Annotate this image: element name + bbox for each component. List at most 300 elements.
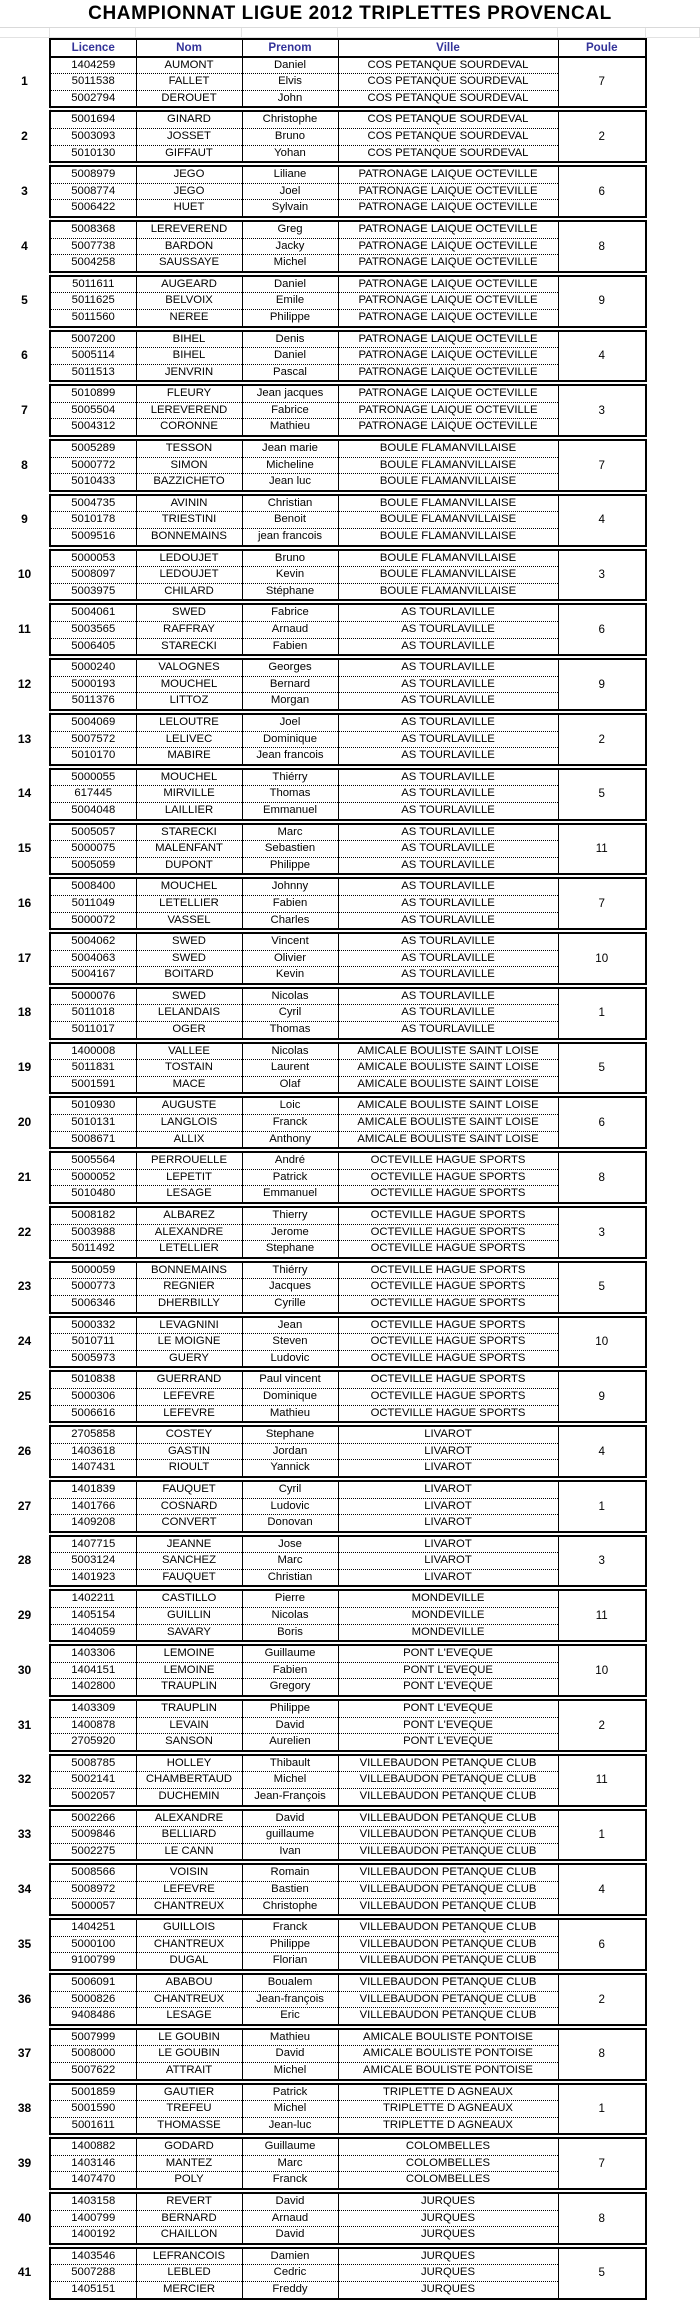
cell-ville[interactable]: COLOMBELLES	[338, 2138, 558, 2155]
cell-ville[interactable]: BOULE FLAMANVILLAISE	[338, 474, 558, 491]
cell-nom[interactable]: BONNEMAINS	[136, 529, 242, 546]
cell-licence[interactable]: 5008972	[50, 1881, 136, 1898]
cell-prenom[interactable]: Eric	[242, 2008, 338, 2025]
cell-ville[interactable]: AMICALE BOULISTE SAINT LOISE	[338, 1097, 558, 1114]
cell-nom[interactable]: AUGEARD	[136, 276, 242, 293]
cell-ville[interactable]: COS PETANQUE SOURDEVAL	[338, 90, 558, 107]
cell-ville[interactable]: TRIPLETTE D AGNEAUX	[338, 2084, 558, 2101]
cell-prenom[interactable]: Jordan	[242, 1443, 338, 1460]
cell-prenom[interactable]: Michel	[242, 1772, 338, 1789]
cell-ville[interactable]: AS TOURLAVILLE	[338, 1005, 558, 1022]
cell-prenom[interactable]: Paul vincent	[242, 1371, 338, 1388]
cell-nom[interactable]: VOISIN	[136, 1864, 242, 1881]
cell-ville[interactable]: PATRONAGE LAIQUE OCTEVILLE	[338, 200, 558, 217]
cell-ville[interactable]: VILLEBAUDON PETANQUE CLUB	[338, 2008, 558, 2025]
cell-ville[interactable]: VILLEBAUDON PETANQUE CLUB	[338, 1843, 558, 1860]
cell-licence[interactable]: 5010433	[50, 474, 136, 491]
cell-prenom[interactable]: André	[242, 1152, 338, 1169]
cell-licence[interactable]: 5010838	[50, 1371, 136, 1388]
cell-ville[interactable]: PONT L'EVEQUE	[338, 1645, 558, 1662]
cell-licence[interactable]: 9100799	[50, 1953, 136, 1970]
cell-nom[interactable]: BELLIARD	[136, 1827, 242, 1844]
cell-poule[interactable]: 4	[558, 331, 646, 382]
cell-nom[interactable]: GAUTIER	[136, 2084, 242, 2101]
cell-nom[interactable]: ALLIX	[136, 1131, 242, 1148]
cell-nom[interactable]: BAZZICHETO	[136, 474, 242, 491]
cell-nom[interactable]: LELIVEC	[136, 731, 242, 748]
cell-prenom[interactable]: Jean-François	[242, 1789, 338, 1806]
cell-nom[interactable]: SAUSSAYE	[136, 255, 242, 272]
cell-licence[interactable]: 2705858	[50, 1426, 136, 1443]
cell-nom[interactable]: LE GOUBIN	[136, 2029, 242, 2046]
cell-licence[interactable]: 1400882	[50, 2138, 136, 2155]
cell-ville[interactable]: AS TOURLAVILLE	[338, 604, 558, 621]
cell-licence[interactable]: 5006346	[50, 1295, 136, 1312]
cell-nom[interactable]: JENVRIN	[136, 364, 242, 381]
cell-nom[interactable]: BONNEMAINS	[136, 1262, 242, 1279]
cell-licence[interactable]: 2705920	[50, 1734, 136, 1751]
cell-nom[interactable]: FLEURY	[136, 385, 242, 402]
cell-licence[interactable]: 5010130	[50, 145, 136, 162]
cell-poule[interactable]: 6	[558, 604, 646, 655]
cell-prenom[interactable]: Guillaume	[242, 1645, 338, 1662]
cell-prenom[interactable]: Greg	[242, 221, 338, 238]
cell-nom[interactable]: DHERBILLY	[136, 1295, 242, 1312]
cell-licence[interactable]: 1400799	[50, 2210, 136, 2227]
cell-nom[interactable]: POLY	[136, 2172, 242, 2189]
cell-ville[interactable]: PATRONAGE LAIQUE OCTEVILLE	[338, 293, 558, 310]
cell-licence[interactable]: 5004312	[50, 419, 136, 436]
cell-licence[interactable]: 5000072	[50, 912, 136, 929]
cell-licence[interactable]: 1402211	[50, 1590, 136, 1607]
cell-ville[interactable]: LIVAROT	[338, 1460, 558, 1477]
cell-licence[interactable]: 5011049	[50, 895, 136, 912]
cell-licence[interactable]: 5004063	[50, 950, 136, 967]
cell-nom[interactable]: VASSEL	[136, 912, 242, 929]
cell-licence[interactable]: 5008097	[50, 567, 136, 584]
cell-prenom[interactable]: Nicolas	[242, 1043, 338, 1060]
cell-ville[interactable]: OCTEVILLE HAGUE SPORTS	[338, 1350, 558, 1367]
cell-ville[interactable]: JURQUES	[338, 2265, 558, 2282]
cell-ville[interactable]: PATRONAGE LAIQUE OCTEVILLE	[338, 419, 558, 436]
cell-prenom[interactable]: Bernard	[242, 676, 338, 693]
cell-ville[interactable]: JURQUES	[338, 2227, 558, 2244]
cell-prenom[interactable]: Nicolas	[242, 1608, 338, 1625]
cell-prenom[interactable]: Liliane	[242, 166, 338, 183]
cell-prenom[interactable]: Boualem	[242, 1974, 338, 1991]
cell-prenom[interactable]: Emmanuel	[242, 802, 338, 819]
cell-prenom[interactable]: Marc	[242, 2155, 338, 2172]
cell-prenom[interactable]: Thomas	[242, 1022, 338, 1039]
cell-ville[interactable]: AS TOURLAVILLE	[338, 638, 558, 655]
cell-prenom[interactable]: guillaume	[242, 1827, 338, 1844]
cell-prenom[interactable]: Emmanuel	[242, 1186, 338, 1203]
cell-nom[interactable]: FAUQUET	[136, 1569, 242, 1586]
cell-licence[interactable]: 5000100	[50, 1936, 136, 1953]
cell-nom[interactable]: BIHEL	[136, 331, 242, 348]
cell-ville[interactable]: AS TOURLAVILLE	[338, 748, 558, 765]
cell-ville[interactable]: OCTEVILLE HAGUE SPORTS	[338, 1388, 558, 1405]
cell-nom[interactable]: SWED	[136, 988, 242, 1005]
cell-licence[interactable]: 5005114	[50, 348, 136, 365]
cell-nom[interactable]: SIMON	[136, 457, 242, 474]
cell-poule[interactable]: 2	[558, 1700, 646, 1751]
cell-prenom[interactable]: Laurent	[242, 1060, 338, 1077]
cell-prenom[interactable]: Romain	[242, 1864, 338, 1881]
cell-prenom[interactable]: Bastien	[242, 1881, 338, 1898]
cell-nom[interactable]: AUMONT	[136, 57, 242, 74]
cell-poule[interactable]: 4	[558, 1426, 646, 1477]
cell-prenom[interactable]: Vincent	[242, 933, 338, 950]
cell-licence[interactable]: 5004061	[50, 604, 136, 621]
cell-prenom[interactable]: Franck	[242, 1115, 338, 1132]
cell-ville[interactable]: MONDEVILLE	[338, 1624, 558, 1641]
cell-ville[interactable]: LIVAROT	[338, 1569, 558, 1586]
cell-licence[interactable]: 1405154	[50, 1608, 136, 1625]
cell-prenom[interactable]: Christophe	[242, 111, 338, 128]
cell-licence[interactable]: 5006616	[50, 1405, 136, 1422]
cell-prenom[interactable]: Mathieu	[242, 2029, 338, 2046]
cell-ville[interactable]: PATRONAGE LAIQUE OCTEVILLE	[338, 348, 558, 365]
cell-prenom[interactable]: Jacky	[242, 238, 338, 255]
cell-poule[interactable]: 9	[558, 1371, 646, 1422]
cell-ville[interactable]: COS PETANQUE SOURDEVAL	[338, 74, 558, 91]
cell-licence[interactable]: 1403146	[50, 2155, 136, 2172]
cell-prenom[interactable]: Christian	[242, 495, 338, 512]
cell-nom[interactable]: CORONNE	[136, 419, 242, 436]
cell-licence[interactable]: 5000306	[50, 1388, 136, 1405]
cell-licence[interactable]: 1401923	[50, 1569, 136, 1586]
cell-nom[interactable]: DUPONT	[136, 857, 242, 874]
cell-poule[interactable]: 1	[558, 1810, 646, 1861]
cell-licence[interactable]: 5006422	[50, 200, 136, 217]
cell-licence[interactable]: 5000052	[50, 1169, 136, 1186]
cell-nom[interactable]: LEVAIN	[136, 1717, 242, 1734]
cell-ville[interactable]: OCTEVILLE HAGUE SPORTS	[338, 1295, 558, 1312]
cell-licence[interactable]: 1403309	[50, 1700, 136, 1717]
cell-licence[interactable]: 5010899	[50, 385, 136, 402]
cell-licence[interactable]: 1404259	[50, 57, 136, 74]
cell-prenom[interactable]: Arnaud	[242, 2210, 338, 2227]
cell-prenom[interactable]: Stéphane	[242, 583, 338, 600]
cell-poule[interactable]: 3	[558, 1207, 646, 1258]
cell-nom[interactable]: LEREVEREND	[136, 221, 242, 238]
cell-licence[interactable]: 5005973	[50, 1350, 136, 1367]
cell-prenom[interactable]: Charles	[242, 912, 338, 929]
cell-nom[interactable]: MACE	[136, 1076, 242, 1093]
cell-nom[interactable]: STARECKI	[136, 824, 242, 841]
cell-ville[interactable]: COS PETANQUE SOURDEVAL	[338, 128, 558, 145]
cell-licence[interactable]: 5010131	[50, 1115, 136, 1132]
cell-ville[interactable]: BOULE FLAMANVILLAISE	[338, 440, 558, 457]
cell-ville[interactable]: AS TOURLAVILLE	[338, 878, 558, 895]
cell-licence[interactable]: 5008566	[50, 1864, 136, 1881]
cell-nom[interactable]: TOSTAIN	[136, 1060, 242, 1077]
cell-ville[interactable]: VILLEBAUDON PETANQUE CLUB	[338, 1827, 558, 1844]
cell-nom[interactable]: LEPETIT	[136, 1169, 242, 1186]
cell-licence[interactable]: 5004735	[50, 495, 136, 512]
cell-prenom[interactable]: jean francois	[242, 529, 338, 546]
cell-nom[interactable]: CHAILLON	[136, 2227, 242, 2244]
cell-prenom[interactable]: Denis	[242, 331, 338, 348]
cell-prenom[interactable]: Daniel	[242, 348, 338, 365]
cell-licence[interactable]: 1403158	[50, 2193, 136, 2210]
cell-licence[interactable]: 1405151	[50, 2282, 136, 2299]
cell-licence[interactable]: 5008785	[50, 1755, 136, 1772]
cell-nom[interactable]: LEREVEREND	[136, 402, 242, 419]
cell-licence[interactable]: 5008979	[50, 166, 136, 183]
cell-licence[interactable]: 5000076	[50, 988, 136, 1005]
cell-nom[interactable]: LEFEVRE	[136, 1881, 242, 1898]
cell-licence[interactable]: 1407715	[50, 1536, 136, 1553]
cell-ville[interactable]: VILLEBAUDON PETANQUE CLUB	[338, 1772, 558, 1789]
cell-prenom[interactable]: Gregory	[242, 1679, 338, 1696]
cell-licence[interactable]: 5007999	[50, 2029, 136, 2046]
cell-licence[interactable]: 5000773	[50, 1279, 136, 1296]
cell-nom[interactable]: REGNIER	[136, 1279, 242, 1296]
cell-ville[interactable]: BOULE FLAMANVILLAISE	[338, 529, 558, 546]
cell-nom[interactable]: ATTRAIT	[136, 2062, 242, 2079]
cell-ville[interactable]: PONT L'EVEQUE	[338, 1734, 558, 1751]
cell-prenom[interactable]: Cedric	[242, 2265, 338, 2282]
cell-ville[interactable]: AMICALE BOULISTE SAINT LOISE	[338, 1043, 558, 1060]
cell-poule[interactable]: 8	[558, 221, 646, 272]
cell-prenom[interactable]: Florian	[242, 1953, 338, 1970]
cell-ville[interactable]: VILLEBAUDON PETANQUE CLUB	[338, 1919, 558, 1936]
cell-nom[interactable]: LEDOUJET	[136, 550, 242, 567]
cell-ville[interactable]: AS TOURLAVILLE	[338, 693, 558, 710]
cell-ville[interactable]: BOULE FLAMANVILLAISE	[338, 457, 558, 474]
cell-ville[interactable]: VILLEBAUDON PETANQUE CLUB	[338, 1953, 558, 1970]
cell-ville[interactable]: COS PETANQUE SOURDEVAL	[338, 111, 558, 128]
cell-nom[interactable]: BARDON	[136, 238, 242, 255]
cell-prenom[interactable]: Freddy	[242, 2282, 338, 2299]
cell-nom[interactable]: GUERRAND	[136, 1371, 242, 1388]
cell-licence[interactable]: 5000193	[50, 676, 136, 693]
cell-prenom[interactable]: Pascal	[242, 364, 338, 381]
cell-ville[interactable]: PATRONAGE LAIQUE OCTEVILLE	[338, 385, 558, 402]
cell-prenom[interactable]: Damien	[242, 2248, 338, 2265]
cell-prenom[interactable]: Cyril	[242, 1005, 338, 1022]
cell-ville[interactable]: PATRONAGE LAIQUE OCTEVILLE	[338, 276, 558, 293]
cell-nom[interactable]: DUGAL	[136, 1953, 242, 1970]
cell-licence[interactable]: 9408486	[50, 2008, 136, 2025]
cell-ville[interactable]: VILLEBAUDON PETANQUE CLUB	[338, 1789, 558, 1806]
cell-prenom[interactable]: Joel	[242, 714, 338, 731]
cell-prenom[interactable]: Mathieu	[242, 419, 338, 436]
cell-prenom[interactable]: Jean	[242, 1317, 338, 1334]
cell-nom[interactable]: LESAGE	[136, 2008, 242, 2025]
cell-nom[interactable]: CASTILLO	[136, 1590, 242, 1607]
cell-ville[interactable]: AMICALE BOULISTE SAINT LOISE	[338, 1115, 558, 1132]
cell-prenom[interactable]: Sebastien	[242, 841, 338, 858]
cell-prenom[interactable]: Kevin	[242, 967, 338, 984]
cell-ville[interactable]: AS TOURLAVILLE	[338, 802, 558, 819]
cell-licence[interactable]: 5011625	[50, 293, 136, 310]
cell-nom[interactable]: MIRVILLE	[136, 786, 242, 803]
cell-ville[interactable]: OCTEVILLE HAGUE SPORTS	[338, 1317, 558, 1334]
cell-prenom[interactable]: Jean marie	[242, 440, 338, 457]
cell-prenom[interactable]: Franck	[242, 2172, 338, 2189]
cell-nom[interactable]: LETELLIER	[136, 895, 242, 912]
cell-licence[interactable]: 5007572	[50, 731, 136, 748]
cell-ville[interactable]: TRIPLETTE D AGNEAUX	[338, 2101, 558, 2118]
cell-nom[interactable]: HUET	[136, 200, 242, 217]
cell-poule[interactable]: 1	[558, 988, 646, 1039]
cell-nom[interactable]: JEGO	[136, 183, 242, 200]
cell-licence[interactable]: 1409208	[50, 1515, 136, 1532]
cell-ville[interactable]: LIVAROT	[338, 1553, 558, 1570]
cell-ville[interactable]: COLOMBELLES	[338, 2172, 558, 2189]
cell-prenom[interactable]: Benoit	[242, 512, 338, 529]
cell-licence[interactable]: 5003975	[50, 583, 136, 600]
cell-licence[interactable]: 5010170	[50, 748, 136, 765]
cell-nom[interactable]: TESSON	[136, 440, 242, 457]
cell-ville[interactable]: OCTEVILLE HAGUE SPORTS	[338, 1279, 558, 1296]
cell-ville[interactable]: VILLEBAUDON PETANQUE CLUB	[338, 1936, 558, 1953]
cell-licence[interactable]: 5001591	[50, 1076, 136, 1093]
cell-poule[interactable]: 2	[558, 714, 646, 765]
cell-nom[interactable]: GIFFAUT	[136, 145, 242, 162]
cell-nom[interactable]: LEMOINE	[136, 1662, 242, 1679]
cell-poule[interactable]: 10	[558, 1317, 646, 1368]
cell-prenom[interactable]: Jean jacques	[242, 385, 338, 402]
cell-ville[interactable]: VILLEBAUDON PETANQUE CLUB	[338, 1881, 558, 1898]
cell-ville[interactable]: OCTEVILLE HAGUE SPORTS	[338, 1224, 558, 1241]
cell-nom[interactable]: SANSON	[136, 1734, 242, 1751]
cell-ville[interactable]: AS TOURLAVILLE	[338, 895, 558, 912]
cell-ville[interactable]: LIVAROT	[338, 1498, 558, 1515]
cell-poule[interactable]: 6	[558, 1919, 646, 1970]
cell-licence[interactable]: 5007738	[50, 238, 136, 255]
cell-licence[interactable]: 5005059	[50, 857, 136, 874]
cell-prenom[interactable]: Fabrice	[242, 402, 338, 419]
cell-nom[interactable]: MANTEZ	[136, 2155, 242, 2172]
cell-ville[interactable]: COS PETANQUE SOURDEVAL	[338, 145, 558, 162]
cell-ville[interactable]: PATRONAGE LAIQUE OCTEVILLE	[338, 309, 558, 326]
cell-licence[interactable]: 5011538	[50, 74, 136, 91]
cell-ville[interactable]: BOULE FLAMANVILLAISE	[338, 583, 558, 600]
cell-nom[interactable]: TREFEU	[136, 2101, 242, 2118]
cell-licence[interactable]: 5000053	[50, 550, 136, 567]
cell-licence[interactable]: 5011831	[50, 1060, 136, 1077]
cell-prenom[interactable]: Daniel	[242, 276, 338, 293]
cell-nom[interactable]: SANCHEZ	[136, 1553, 242, 1570]
cell-ville[interactable]: AS TOURLAVILLE	[338, 714, 558, 731]
cell-poule[interactable]: 5	[558, 1043, 646, 1094]
column-header-prenom[interactable]: Prenom	[242, 39, 338, 57]
cell-licence[interactable]: 5006405	[50, 638, 136, 655]
cell-licence[interactable]: 5008774	[50, 183, 136, 200]
cell-prenom[interactable]: Arnaud	[242, 622, 338, 639]
cell-licence[interactable]: 1403546	[50, 2248, 136, 2265]
cell-ville[interactable]: AS TOURLAVILLE	[338, 912, 558, 929]
cell-licence[interactable]: 1400008	[50, 1043, 136, 1060]
cell-poule[interactable]: 7	[558, 57, 646, 108]
cell-prenom[interactable]: Michel	[242, 2101, 338, 2118]
cell-licence[interactable]: 5003093	[50, 128, 136, 145]
cell-prenom[interactable]: Elvis	[242, 74, 338, 91]
cell-prenom[interactable]: Boris	[242, 1624, 338, 1641]
cell-prenom[interactable]: Cyril	[242, 1481, 338, 1498]
cell-prenom[interactable]: Ludovic	[242, 1350, 338, 1367]
cell-prenom[interactable]: Loic	[242, 1097, 338, 1114]
cell-nom[interactable]: LANGLOIS	[136, 1115, 242, 1132]
cell-poule[interactable]: 11	[558, 1590, 646, 1641]
cell-licence[interactable]: 5010711	[50, 1334, 136, 1351]
cell-nom[interactable]: LE CANN	[136, 1843, 242, 1860]
cell-prenom[interactable]: Thomas	[242, 786, 338, 803]
cell-licence[interactable]: 1404059	[50, 1624, 136, 1641]
cell-licence[interactable]: 1407470	[50, 2172, 136, 2189]
cell-prenom[interactable]: Patrick	[242, 1169, 338, 1186]
cell-ville[interactable]: VILLEBAUDON PETANQUE CLUB	[338, 1864, 558, 1881]
cell-prenom[interactable]: Fabien	[242, 638, 338, 655]
cell-ville[interactable]: VILLEBAUDON PETANQUE CLUB	[338, 1991, 558, 2008]
cell-ville[interactable]: AS TOURLAVILLE	[338, 950, 558, 967]
cell-poule[interactable]: 3	[558, 550, 646, 601]
cell-nom[interactable]: BOITARD	[136, 967, 242, 984]
cell-prenom[interactable]: Yannick	[242, 1460, 338, 1477]
cell-licence[interactable]: 5001611	[50, 2117, 136, 2134]
cell-licence[interactable]: 5008671	[50, 1131, 136, 1148]
cell-prenom[interactable]: Kevin	[242, 567, 338, 584]
cell-nom[interactable]: RAFFRAY	[136, 622, 242, 639]
cell-ville[interactable]: BOULE FLAMANVILLAISE	[338, 495, 558, 512]
cell-nom[interactable]: STARECKI	[136, 638, 242, 655]
cell-ville[interactable]: OCTEVILLE HAGUE SPORTS	[338, 1152, 558, 1169]
cell-ville[interactable]: LIVAROT	[338, 1536, 558, 1553]
cell-nom[interactable]: HOLLEY	[136, 1755, 242, 1772]
cell-poule[interactable]: 1	[558, 2084, 646, 2135]
cell-ville[interactable]: AS TOURLAVILLE	[338, 659, 558, 676]
cell-poule[interactable]: 8	[558, 2193, 646, 2244]
cell-prenom[interactable]: Philippe	[242, 1936, 338, 1953]
cell-prenom[interactable]: Stephane	[242, 1241, 338, 1258]
cell-licence[interactable]: 5000826	[50, 1991, 136, 2008]
cell-nom[interactable]: ALEXANDRE	[136, 1224, 242, 1241]
cell-licence[interactable]: 5002275	[50, 1843, 136, 1860]
cell-prenom[interactable]: Marc	[242, 1553, 338, 1570]
cell-prenom[interactable]: Philippe	[242, 309, 338, 326]
cell-ville[interactable]: PONT L'EVEQUE	[338, 1679, 558, 1696]
cell-licence[interactable]: 5011513	[50, 364, 136, 381]
cell-nom[interactable]: TRAUPLIN	[136, 1679, 242, 1696]
cell-nom[interactable]: JEANNE	[136, 1536, 242, 1553]
cell-ville[interactable]: VILLEBAUDON PETANQUE CLUB	[338, 1898, 558, 1915]
cell-ville[interactable]: AS TOURLAVILLE	[338, 988, 558, 1005]
cell-licence[interactable]: 5002794	[50, 90, 136, 107]
cell-nom[interactable]: GINARD	[136, 111, 242, 128]
cell-licence[interactable]: 5007200	[50, 331, 136, 348]
cell-ville[interactable]: PATRONAGE LAIQUE OCTEVILLE	[338, 221, 558, 238]
cell-licence[interactable]: 5009846	[50, 1827, 136, 1844]
cell-poule[interactable]: 8	[558, 2029, 646, 2080]
cell-licence[interactable]: 5000057	[50, 1898, 136, 1915]
cell-licence[interactable]: 5001694	[50, 111, 136, 128]
cell-nom[interactable]: VALLEE	[136, 1043, 242, 1060]
cell-prenom[interactable]: Dominique	[242, 1388, 338, 1405]
cell-poule[interactable]: 11	[558, 1755, 646, 1806]
cell-ville[interactable]: PONT L'EVEQUE	[338, 1662, 558, 1679]
cell-nom[interactable]: CHANTREUX	[136, 1991, 242, 2008]
cell-ville[interactable]: PATRONAGE LAIQUE OCTEVILLE	[338, 166, 558, 183]
cell-ville[interactable]: VILLEBAUDON PETANQUE CLUB	[338, 1810, 558, 1827]
cell-prenom[interactable]: Nicolas	[242, 988, 338, 1005]
cell-licence[interactable]: 5008400	[50, 878, 136, 895]
cell-licence[interactable]: 5007622	[50, 2062, 136, 2079]
cell-nom[interactable]: DEROUET	[136, 90, 242, 107]
